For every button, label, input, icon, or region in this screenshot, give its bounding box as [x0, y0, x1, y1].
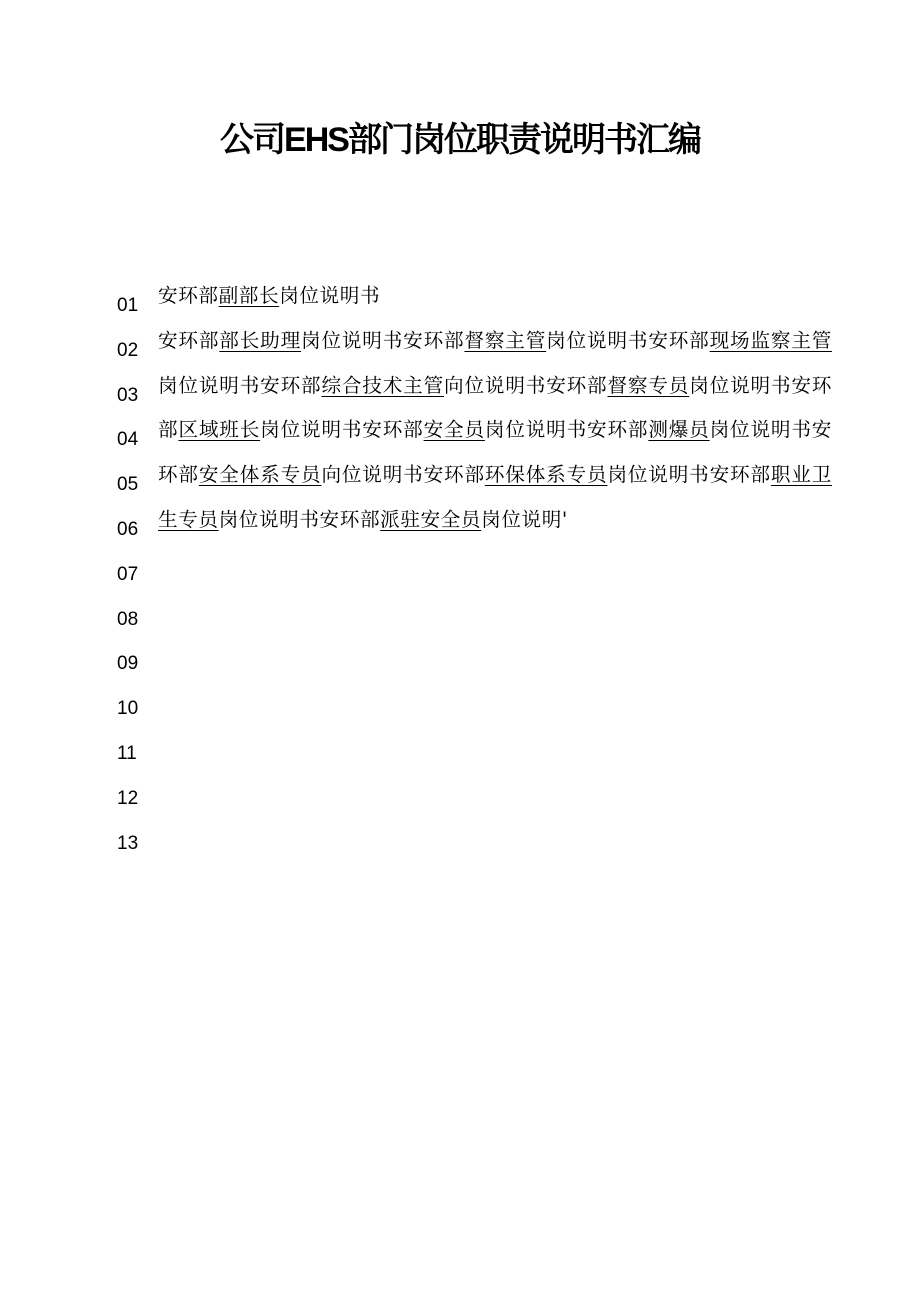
toc-item-link: 安全体系专员 — [198, 463, 322, 487]
toc-text-segment: 安环部 — [158, 328, 220, 352]
toc-item-link: 现场监察主管 — [709, 328, 832, 352]
toc-number-column — [117, 284, 157, 866]
toc-item-link: 安全员 — [423, 418, 485, 442]
toc-number: 12 — [117, 787, 139, 809]
toc-item-link: 督察主管 — [464, 328, 547, 352]
toc-item-link: 环保体系专员 — [484, 463, 608, 487]
toc-item-link: 督察专员 — [607, 373, 690, 397]
toc-text-segment: 岗位说明' — [481, 507, 568, 531]
toc-number: 13 — [117, 832, 139, 854]
toc-text-segment: 岗位说明书 — [279, 284, 381, 307]
toc-number: 01 — [117, 295, 139, 316]
toc-text-segment: 向位说明书安环部 — [444, 373, 608, 397]
toc-body-paragraph — [158, 319, 832, 543]
toc-item-link: 副部长 — [218, 284, 280, 307]
toc-item-link: 综合技术主管 — [321, 373, 445, 397]
toc-text-block — [158, 274, 832, 543]
toc-text-segment: 岗位说明书安环部 — [158, 373, 833, 442]
toc-number: 02 — [117, 339, 139, 361]
toc-item-link: 测爆员 — [648, 418, 710, 442]
toc-number: 10 — [117, 698, 139, 720]
toc-text-segment: 岗位说明书安环部 — [218, 507, 381, 531]
toc-number: 11 — [117, 742, 137, 764]
toc-number: 05 — [117, 474, 139, 496]
toc-text-segment: 岗位说明书安环部 — [301, 328, 465, 352]
toc-item-link: 派驻安全员 — [380, 507, 482, 531]
toc-number: 09 — [117, 653, 139, 675]
page-title: 公司EHS部门岗位职责说明书汇编 — [220, 121, 700, 159]
toc-text-segment: 岗位说明书安环部 — [484, 418, 649, 442]
toc-text-segment: 岗位说明书安环部 — [607, 463, 771, 487]
toc-item-link: 区域班长 — [178, 418, 261, 442]
toc-item-link: 部长助理 — [219, 328, 302, 352]
toc-number: 08 — [117, 608, 139, 630]
toc-text-segment: 岗位说明书安环部 — [546, 328, 710, 352]
toc-text-segment: 岗位说明书安环部 — [260, 418, 424, 442]
toc-number: 07 — [117, 563, 139, 585]
toc-number: 06 — [117, 518, 139, 540]
toc-number: 03 — [117, 384, 139, 406]
toc-item-link: 职业卫生专员 — [158, 463, 832, 531]
toc-text-segment: 岗位说明书安环部 — [158, 418, 832, 487]
toc-text-segment: 安环部 — [158, 284, 219, 307]
toc-first-line — [158, 274, 832, 319]
toc-number: 04 — [117, 429, 139, 451]
toc-text-segment: 岗位说明书安环部 — [158, 373, 322, 397]
toc-text-segment: 向位说明书安环部 — [321, 463, 485, 487]
